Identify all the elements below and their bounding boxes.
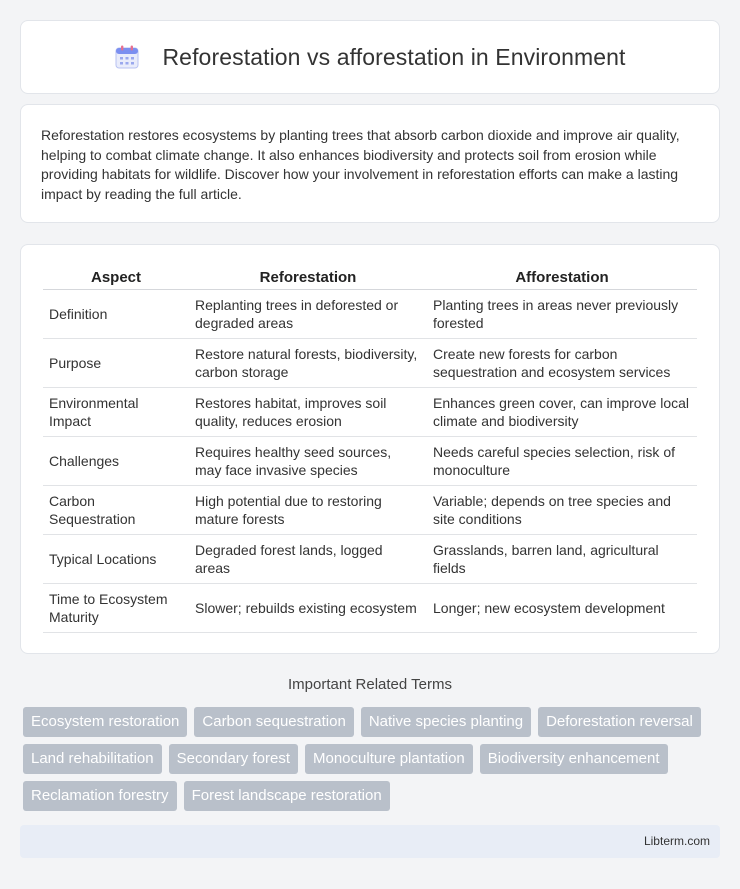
related-term-tag[interactable]: Biodiversity enhancement — [480, 744, 668, 774]
table-header-row — [43, 265, 697, 290]
column-header-reforestation: Reforestation — [189, 265, 427, 290]
related-terms-list — [23, 707, 723, 811]
table-row — [43, 535, 697, 584]
comparison-table — [43, 265, 697, 633]
table-cell-reforestation: Degraded forest lands, logged areas — [189, 535, 427, 584]
related-term-tag[interactable]: Land rehabilitation — [23, 744, 162, 774]
related-term-tag[interactable]: Deforestation reversal — [538, 707, 701, 737]
table-cell-reforestation: Restore natural forests, biodiversity, carbon storage — [189, 339, 427, 388]
related-term-tag[interactable]: Native species planting — [361, 707, 531, 737]
related-terms-title: Important Related Terms — [288, 676, 452, 693]
table-cell-aspect: Challenges — [43, 437, 189, 486]
table-row — [43, 339, 697, 388]
table-cell-aspect: Carbon Sequestration — [43, 486, 189, 535]
footer — [20, 825, 720, 858]
table-cell-afforestation: Create new forests for carbon sequestration and ecosystem services — [427, 339, 697, 388]
intro-paragraph: Reforestation restores ecosystems by planting trees that absorb carbon dioxide and improve air quality, helping to combat climate change. It also enhances biodiversity and protects soil from erosion while providing habitats for wildlife. Discover how your involvement in reforestation efforts can make a lasting impact by reading the full article. — [41, 127, 680, 202]
column-header-aspect: Aspect — [43, 265, 189, 290]
table-cell-aspect: Environmental Impact — [43, 388, 189, 437]
table-cell-reforestation: Slower; rebuilds existing ecosystem — [189, 584, 427, 633]
comparison-table-card — [20, 244, 720, 654]
footer-site-link[interactable]: Libterm.com — [643, 834, 710, 848]
table-cell-afforestation: Planting trees in areas never previously forested — [427, 290, 697, 339]
header-card — [20, 20, 720, 94]
page-title: Reforestation vs afforestation in Environment — [162, 43, 626, 70]
table-row — [43, 290, 697, 339]
table-row — [43, 388, 697, 437]
table-cell-afforestation: Grasslands, barren land, agricultural fields — [427, 535, 697, 584]
table-cell-aspect: Purpose — [43, 339, 189, 388]
table-cell-aspect: Definition — [43, 290, 189, 339]
intro-card — [20, 104, 720, 223]
column-header-afforestation: Afforestation — [427, 265, 697, 290]
table-cell-aspect: Typical Locations — [43, 535, 189, 584]
table-cell-reforestation: Requires healthy seed sources, may face invasive species — [189, 437, 427, 486]
table-cell-afforestation: Needs careful species selection, risk of monoculture — [427, 437, 697, 486]
table-cell-reforestation: Restores habitat, improves soil quality, reduces erosion — [189, 388, 427, 437]
calendar-icon — [114, 44, 140, 70]
table-cell-reforestation: High potential due to restoring mature forests — [189, 486, 427, 535]
table-row — [43, 486, 697, 535]
table-cell-afforestation: Variable; depends on tree species and site conditions — [427, 486, 697, 535]
related-term-tag[interactable]: Carbon sequestration — [194, 707, 353, 737]
table-cell-reforestation: Replanting trees in deforested or degraded areas — [189, 290, 427, 339]
related-term-tag[interactable]: Monoculture plantation — [305, 744, 473, 774]
table-cell-afforestation: Enhances green cover, can improve local climate and biodiversity — [427, 388, 697, 437]
related-term-tag[interactable]: Secondary forest — [169, 744, 298, 774]
related-term-tag[interactable]: Forest landscape restoration — [184, 781, 390, 811]
table-cell-aspect: Time to Ecosystem Maturity — [43, 584, 189, 633]
table-row — [43, 437, 697, 486]
related-term-tag[interactable]: Ecosystem restoration — [23, 707, 187, 737]
table-cell-afforestation: Longer; new ecosystem development — [427, 584, 697, 633]
table-row — [43, 584, 697, 633]
related-term-tag[interactable]: Reclamation forestry — [23, 781, 177, 811]
